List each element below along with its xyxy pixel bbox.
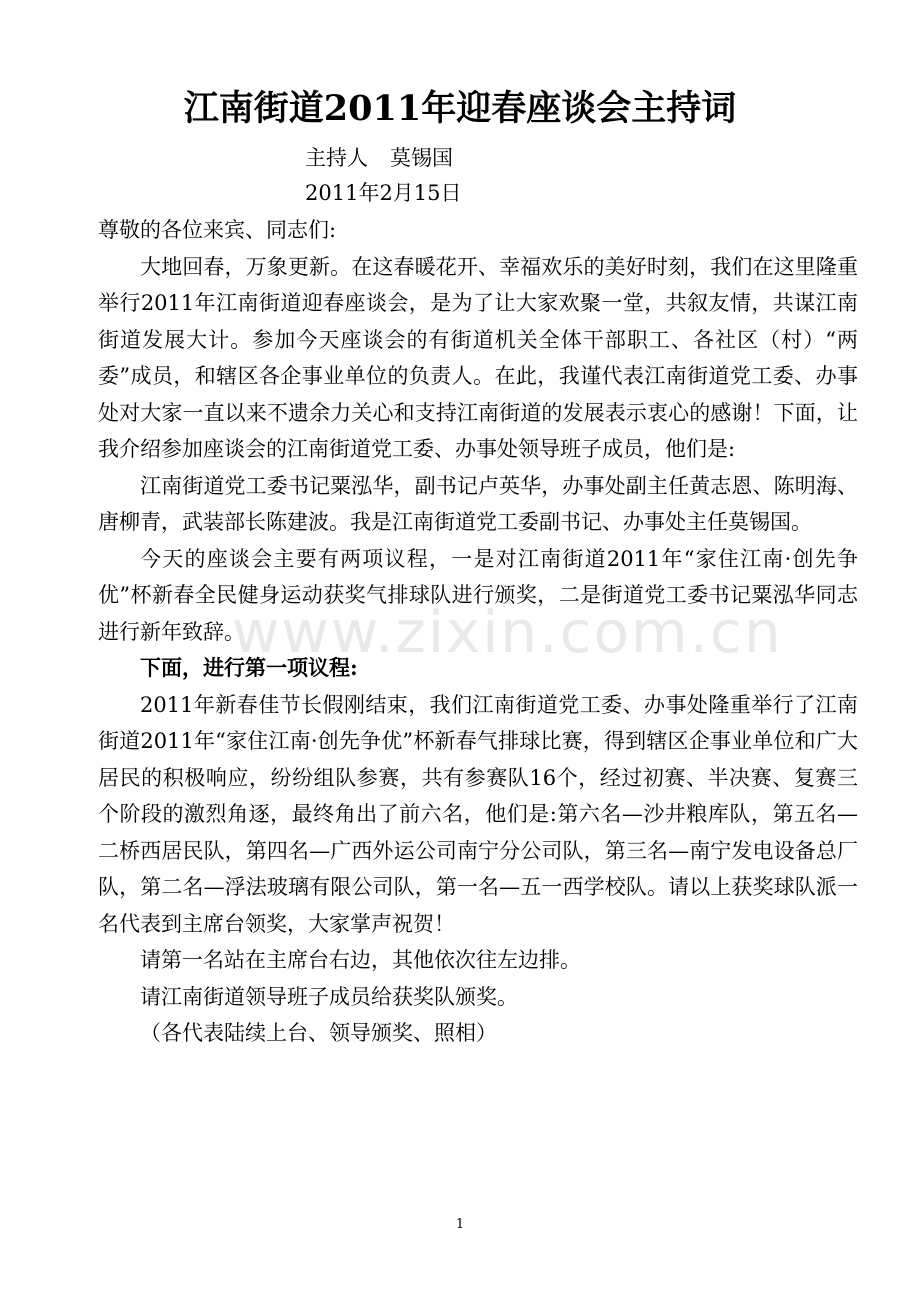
host-line — [305, 143, 453, 173]
paragraph-instruction-stand: 请第一名站在主席台右边，其他依次往左边排。 — [140, 948, 581, 972]
host-name: 莫锡国 — [390, 146, 453, 170]
section-heading-first-item: 下面，进行第一项议程: — [140, 655, 358, 680]
paragraph-instruction-award: 请江南街道领导班子成员给获奖队颁奖。 — [140, 984, 518, 1009]
document-title: 江南街道2011年迎春座谈会主持词 — [183, 88, 737, 129]
page-number: 1 — [455, 1217, 465, 1232]
paragraph-volleyball: 2011年新春佳节长假刚结束，我们江南街道党工委、办事处隆重举行了江南街道2011年“家住江南·创先争优”杯新春气排球比赛，得到辖区企事业单位和广大居民的积极响应，纷纷组队参赛，共有参赛队16个，经过初赛、半决赛、复赛三个阶段的激烈角逐，最终角出了前六名，他们是:第六名—沙井粮库队，第五名—二桥西居民队，第四名—广西外运公司南宁分公司队，第三名—南宁发电设备总厂队，第二名—浮法玻璃有限公司队，第一名—五一西学校队。请以上获奖球队派一名代表到主席台领奖，大家掌声祝贺！ — [98, 692, 858, 936]
document-date: 2011年2月15日 — [305, 181, 462, 205]
document-body — [98, 212, 858, 1052]
paragraph-agenda: 今天的座谈会主要有两项议程，一是对江南街道2011年“家住江南·创先争优”杯新春全民健身运动获奖气排球队进行颁奖，二是街道党工委书记粟泓华同志进行新年致辞。 — [98, 546, 858, 644]
paragraph-opening: 大地回春，万象更新。在这春暖花开、幸福欢乐的美好时刻，我们在这里隆重举行2011年江南街道迎春座谈会，是为了让大家欢聚一堂，共叙友情，共谋江南街道发展大计。参加今天座谈会的有街道机关全体干部职工、各社区（村）“两委”成员，和辖区各企事业单位的负责人。在此，我谨代表江南街道党工委、办事处对大家一直以来不遗余力关心和支持江南街道的发展表示衷心的感谢！下面，让我介绍参加座谈会的江南街道党工委、办事处领导班子成员，他们是: — [98, 254, 858, 461]
salutation: 尊敬的各位来宾、同志们: — [98, 218, 337, 242]
paragraph-leaders: 江南街道党工委书记粟泓华，副书记卢英华，办事处副主任黄志恩、陈明海、唐柳青，武装部长陈建波。我是江南街道党工委副书记、办事处主任莫锡国。 — [98, 473, 858, 534]
host-label: 主持人 — [305, 146, 368, 170]
watermark: www.zixin.com.cn — [232, 598, 783, 666]
paragraph-stage-note: （各代表陆续上台、领导颁奖、照相） — [140, 1021, 497, 1045]
